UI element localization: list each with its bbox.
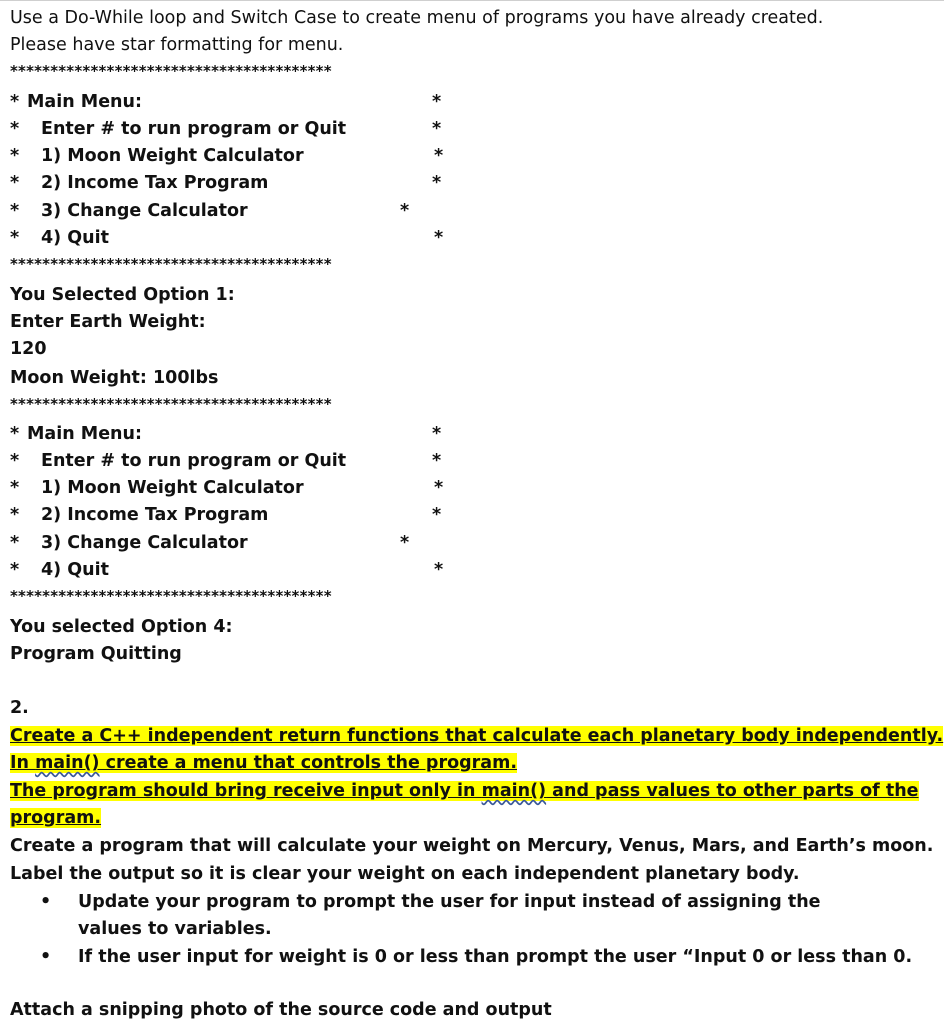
menu-2-item-3 bbox=[10, 530, 440, 557]
highlighted-text bbox=[10, 753, 517, 773]
menu-item-label: 3) Change Calculator bbox=[41, 201, 248, 221]
right-star: * bbox=[432, 424, 442, 444]
menu-2-header bbox=[10, 421, 440, 448]
star-rule-top-1: **************************************** bbox=[10, 62, 332, 80]
right-star: * bbox=[400, 533, 410, 553]
right-star: * bbox=[432, 92, 442, 112]
menu-2-item-4 bbox=[10, 557, 444, 584]
task2-description-2: Label the output so it is clear your weight on each independent planetary body. bbox=[10, 864, 800, 884]
menu-item-label: 2) Income Tax Program bbox=[41, 505, 269, 525]
left-star: * bbox=[10, 228, 20, 248]
left-star: * bbox=[10, 478, 20, 498]
right-star: * bbox=[434, 146, 444, 166]
menu-1-header bbox=[10, 89, 440, 116]
menu-1-item-4 bbox=[10, 225, 444, 252]
left-star: * bbox=[10, 451, 20, 471]
menu-1-item-2 bbox=[10, 170, 440, 197]
menu-item-label: 1) Moon Weight Calculator bbox=[41, 478, 304, 498]
menu-item-label: 4) Quit bbox=[41, 228, 109, 248]
task2-highlight-line-2 bbox=[10, 750, 517, 777]
bullet-icon: • bbox=[40, 892, 52, 912]
bullet-text: If the user input for weight is 0 or less than prompt the user “Input 0 or less than 0. bbox=[78, 947, 913, 967]
main-function-token: main() bbox=[35, 753, 100, 773]
run1-input: 120 bbox=[10, 339, 47, 359]
right-star: * bbox=[432, 173, 442, 193]
right-star: * bbox=[432, 451, 442, 471]
task2-highlight-line-4 bbox=[10, 805, 101, 832]
highlighted-text: Create a C++ independent return functions that calculate each planetary body independently. bbox=[10, 726, 944, 746]
highlighted-text bbox=[10, 781, 919, 801]
bullet-text: Update your program to prompt the user for input instead of assigning the values to variables. bbox=[78, 892, 821, 939]
text-segment: create a menu that controls the program. bbox=[99, 753, 517, 773]
star-rule-bottom-2: **************************************** bbox=[10, 587, 332, 605]
menu-item-label: Enter # to run program or Quit bbox=[41, 119, 347, 139]
highlighted-text: program. bbox=[10, 808, 102, 828]
task2-number: 2. bbox=[10, 698, 29, 718]
menu-2-item-2 bbox=[10, 502, 440, 529]
left-star: * bbox=[10, 560, 20, 580]
text-segment: The program should bring receive input only in bbox=[10, 781, 482, 801]
menu-1-item-0 bbox=[10, 116, 440, 143]
menu-item-label: 1) Moon Weight Calculator bbox=[41, 146, 304, 166]
run1-selected: You Selected Option 1: bbox=[10, 285, 235, 305]
left-star: * bbox=[10, 92, 20, 112]
menu-item-label: Enter # to run program or Quit bbox=[41, 451, 347, 471]
menu-1-item-1 bbox=[10, 143, 444, 170]
menu-header-label: Main Menu: bbox=[27, 424, 142, 444]
text-segment: and pass values to other parts of the bbox=[546, 781, 919, 801]
menu-header-label: Main Menu: bbox=[27, 92, 142, 112]
left-star: * bbox=[10, 424, 20, 444]
right-star: * bbox=[432, 119, 442, 139]
text-segment: In bbox=[10, 753, 36, 773]
bullet-icon: • bbox=[40, 947, 52, 967]
right-star: * bbox=[434, 478, 444, 498]
left-star: * bbox=[10, 201, 20, 221]
task2-highlight-line-1 bbox=[10, 723, 943, 750]
star-rule-top-2: **************************************** bbox=[10, 395, 332, 413]
task2-footer: Attach a snipping photo of the source code and output bbox=[10, 1000, 552, 1020]
intro-line-2: Please have star formatting for menu. bbox=[10, 35, 344, 55]
run2-selected: You selected Option 4: bbox=[10, 617, 233, 637]
task2-highlight-line-3 bbox=[10, 778, 919, 805]
menu-1-item-3 bbox=[10, 198, 440, 225]
menu-2-item-0 bbox=[10, 448, 440, 475]
menu-item-label: 2) Income Tax Program bbox=[41, 173, 269, 193]
run1-prompt: Enter Earth Weight: bbox=[10, 312, 206, 332]
run2-result: Program Quitting bbox=[10, 644, 182, 664]
menu-item-label: 4) Quit bbox=[41, 560, 109, 580]
right-star: * bbox=[434, 228, 444, 248]
left-star: * bbox=[10, 505, 20, 525]
right-star: * bbox=[400, 201, 410, 221]
intro-line-1: Use a Do-While loop and Switch Case to create menu of programs you have already created. bbox=[10, 8, 824, 28]
run1-result: Moon Weight: 100lbs bbox=[10, 368, 219, 388]
menu-2-item-1 bbox=[10, 475, 444, 502]
menu-item-label: 3) Change Calculator bbox=[41, 533, 248, 553]
left-star: * bbox=[10, 146, 20, 166]
left-star: * bbox=[10, 173, 20, 193]
left-star: * bbox=[10, 533, 20, 553]
star-rule-bottom-1: **************************************** bbox=[10, 255, 332, 273]
main-function-token: main() bbox=[481, 781, 547, 801]
right-star: * bbox=[432, 505, 442, 525]
left-star: * bbox=[10, 119, 20, 139]
right-star: * bbox=[434, 560, 444, 580]
task2-description-1: Create a program that will calculate your weight on Mercury, Venus, Mars, and Earth’s moon. bbox=[10, 836, 934, 856]
